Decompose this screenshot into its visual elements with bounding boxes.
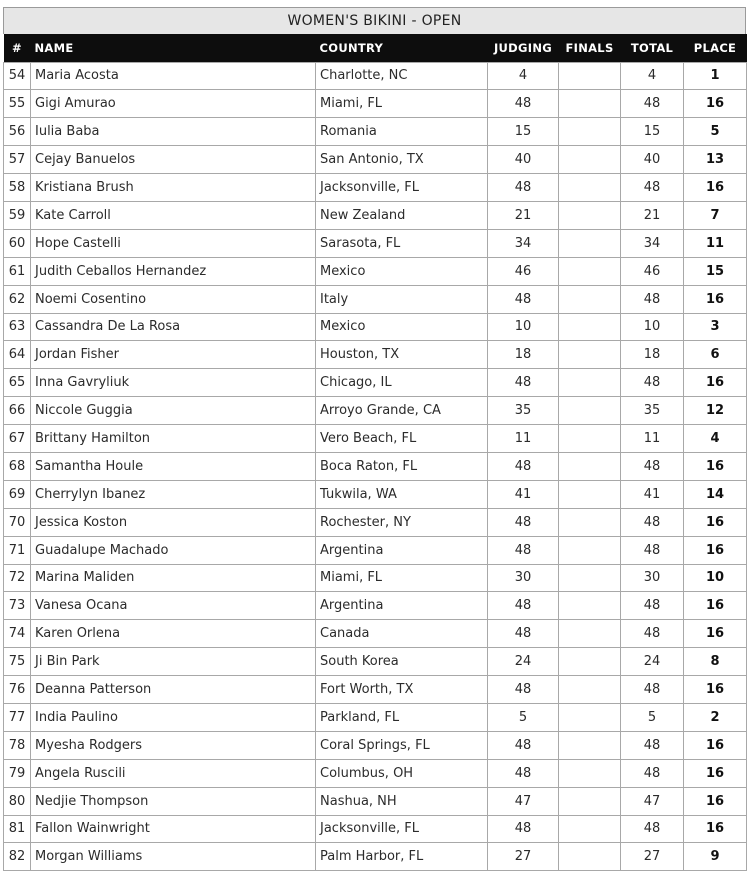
cell-place: 16 (684, 369, 747, 397)
cell-judging: 48 (488, 90, 559, 118)
table-row (4, 146, 747, 174)
cell-judging: 48 (488, 620, 559, 648)
cell-num: 69 (4, 480, 31, 508)
cell-total: 34 (621, 229, 684, 257)
cell-name: Myesha Rodgers (31, 731, 316, 759)
table-row (4, 257, 747, 285)
cell-judging: 4 (488, 62, 559, 90)
cell-name: Jessica Koston (31, 508, 316, 536)
header-name: NAME (34, 40, 74, 55)
cell-judging: 40 (488, 146, 559, 174)
cell-country: Tukwila, WA (316, 480, 488, 508)
cell-place: 16 (684, 90, 747, 118)
cell-judging: 48 (488, 731, 559, 759)
cell-name: Cejay Banuelos (31, 146, 316, 174)
cell-name: Brittany Hamilton (31, 425, 316, 453)
cell-place: 8 (684, 648, 747, 676)
cell-country: San Antonio, TX (316, 146, 488, 174)
table-row (4, 731, 747, 759)
cell-num: 77 (4, 703, 31, 731)
cell-finals (559, 313, 621, 341)
cell-judging: 10 (488, 313, 559, 341)
cell-judging: 11 (488, 425, 559, 453)
table-row (4, 285, 747, 313)
cell-total: 48 (621, 620, 684, 648)
cell-country: Miami, FL (316, 90, 488, 118)
cell-judging: 48 (488, 592, 559, 620)
cell-name: Fallon Wainwright (31, 815, 316, 843)
cell-finals (559, 397, 621, 425)
header-row (4, 34, 747, 62)
cell-place: 16 (684, 787, 747, 815)
cell-name: Maria Acosta (31, 62, 316, 90)
cell-finals (559, 676, 621, 704)
cell-country: Palm Harbor, FL (316, 843, 488, 871)
cell-finals (559, 118, 621, 146)
cell-country: New Zealand (316, 201, 488, 229)
cell-place: 6 (684, 341, 747, 369)
table-row (4, 592, 747, 620)
cell-name: Deanna Patterson (31, 676, 316, 704)
cell-judging: 46 (488, 257, 559, 285)
cell-judging: 27 (488, 843, 559, 871)
cell-finals (559, 648, 621, 676)
cell-num: 79 (4, 759, 31, 787)
cell-country: Jacksonville, FL (316, 174, 488, 202)
cell-place: 16 (684, 815, 747, 843)
cell-judging: 48 (488, 174, 559, 202)
cell-name: Morgan Williams (31, 843, 316, 871)
cell-num: 78 (4, 731, 31, 759)
cell-total: 35 (621, 397, 684, 425)
cell-country: Rochester, NY (316, 508, 488, 536)
cell-finals (559, 731, 621, 759)
cell-num: 65 (4, 369, 31, 397)
cell-total: 48 (621, 759, 684, 787)
cell-total: 41 (621, 480, 684, 508)
cell-total: 15 (621, 118, 684, 146)
cell-country: Chicago, IL (316, 369, 488, 397)
cell-total: 30 (621, 564, 684, 592)
cell-place: 16 (684, 452, 747, 480)
cell-finals (559, 229, 621, 257)
cell-judging: 21 (488, 201, 559, 229)
cell-place: 16 (684, 731, 747, 759)
cell-name: Kate Carroll (31, 201, 316, 229)
cell-place: 9 (684, 843, 747, 871)
table-row (4, 480, 747, 508)
table-row (4, 118, 747, 146)
cell-num: 73 (4, 592, 31, 620)
cell-judging: 47 (488, 787, 559, 815)
cell-country: Charlotte, NC (316, 62, 488, 90)
cell-country: South Korea (316, 648, 488, 676)
cell-finals (559, 592, 621, 620)
cell-country: Arroyo Grande, CA (316, 397, 488, 425)
cell-finals (559, 425, 621, 453)
cell-place: 7 (684, 201, 747, 229)
cell-name: Cassandra De La Rosa (31, 313, 316, 341)
cell-finals (559, 564, 621, 592)
cell-judging: 48 (488, 759, 559, 787)
cell-country: Vero Beach, FL (316, 425, 488, 453)
table-row (4, 759, 747, 787)
cell-finals (559, 759, 621, 787)
cell-country: Jacksonville, FL (316, 815, 488, 843)
cell-place: 16 (684, 508, 747, 536)
cell-country: Parkland, FL (316, 703, 488, 731)
cell-country: Romania (316, 118, 488, 146)
cell-finals (559, 620, 621, 648)
cell-judging: 48 (488, 815, 559, 843)
table-body (4, 62, 747, 871)
cell-judging: 48 (488, 676, 559, 704)
cell-total: 21 (621, 201, 684, 229)
cell-num: 58 (4, 174, 31, 202)
cell-place: 10 (684, 564, 747, 592)
table-row (4, 62, 747, 90)
cell-country: Mexico (316, 313, 488, 341)
cell-total: 48 (621, 369, 684, 397)
cell-total: 48 (621, 285, 684, 313)
cell-total: 10 (621, 313, 684, 341)
cell-num: 71 (4, 536, 31, 564)
cell-name: Cherrylyn Ibanez (31, 480, 316, 508)
cell-judging: 48 (488, 452, 559, 480)
cell-name: Karen Orlena (31, 620, 316, 648)
table-row (4, 452, 747, 480)
cell-finals (559, 201, 621, 229)
cell-total: 40 (621, 146, 684, 174)
table-row (4, 815, 747, 843)
table-row (4, 174, 747, 202)
cell-place: 16 (684, 620, 747, 648)
header-place: PLACE (693, 40, 737, 55)
cell-num: 82 (4, 843, 31, 871)
cell-num: 59 (4, 201, 31, 229)
cell-finals (559, 787, 621, 815)
cell-finals (559, 146, 621, 174)
results-table (3, 34, 747, 871)
cell-num: 68 (4, 452, 31, 480)
table-header (4, 34, 747, 62)
cell-place: 1 (684, 62, 747, 90)
cell-total: 18 (621, 341, 684, 369)
cell-name: Kristiana Brush (31, 174, 316, 202)
cell-name: Gigi Amurao (31, 90, 316, 118)
cell-name: India Paulino (31, 703, 316, 731)
cell-place: 15 (684, 257, 747, 285)
table-row (4, 201, 747, 229)
cell-country: Argentina (316, 592, 488, 620)
cell-place: 16 (684, 759, 747, 787)
cell-name: Samantha Houle (31, 452, 316, 480)
cell-place: 16 (684, 536, 747, 564)
cell-country: Miami, FL (316, 564, 488, 592)
cell-num: 54 (4, 62, 31, 90)
table-row (4, 397, 747, 425)
cell-total: 48 (621, 592, 684, 620)
cell-num: 81 (4, 815, 31, 843)
cell-country: Sarasota, FL (316, 229, 488, 257)
cell-country: Coral Springs, FL (316, 731, 488, 759)
cell-judging: 48 (488, 285, 559, 313)
cell-total: 46 (621, 257, 684, 285)
cell-judging: 34 (488, 229, 559, 257)
cell-finals (559, 341, 621, 369)
results-sheet (3, 7, 746, 871)
table-row (4, 369, 747, 397)
cell-finals (559, 480, 621, 508)
cell-finals (559, 285, 621, 313)
table-row (4, 229, 747, 257)
cell-total: 47 (621, 787, 684, 815)
table-row (4, 341, 747, 369)
header-judging: JUDGING (493, 40, 553, 55)
cell-judging: 48 (488, 508, 559, 536)
cell-name: Noemi Cosentino (31, 285, 316, 313)
cell-total: 27 (621, 843, 684, 871)
cell-finals (559, 508, 621, 536)
cell-num: 80 (4, 787, 31, 815)
cell-judging: 48 (488, 536, 559, 564)
cell-judging: 30 (488, 564, 559, 592)
cell-total: 4 (621, 62, 684, 90)
cell-name: Judith Ceballos Hernandez (31, 257, 316, 285)
cell-total: 48 (621, 815, 684, 843)
cell-total: 48 (621, 90, 684, 118)
cell-name: Nedjie Thompson (31, 787, 316, 815)
cell-name: Niccole Guggia (31, 397, 316, 425)
cell-name: Guadalupe Machado (31, 536, 316, 564)
table-row (4, 843, 747, 871)
cell-total: 48 (621, 508, 684, 536)
cell-num: 60 (4, 229, 31, 257)
cell-judging: 18 (488, 341, 559, 369)
cell-judging: 15 (488, 118, 559, 146)
cell-num: 67 (4, 425, 31, 453)
cell-num: 63 (4, 313, 31, 341)
cell-total: 5 (621, 703, 684, 731)
table-title: WOMEN'S BIKINI - OPEN (3, 7, 746, 34)
cell-finals (559, 703, 621, 731)
cell-finals (559, 90, 621, 118)
table-row (4, 313, 747, 341)
table-row (4, 536, 747, 564)
cell-total: 48 (621, 676, 684, 704)
cell-finals (559, 843, 621, 871)
cell-judging: 41 (488, 480, 559, 508)
cell-place: 5 (684, 118, 747, 146)
cell-country: Fort Worth, TX (316, 676, 488, 704)
cell-country: Mexico (316, 257, 488, 285)
cell-num: 66 (4, 397, 31, 425)
cell-total: 24 (621, 648, 684, 676)
header-num: # (12, 40, 22, 55)
cell-country: Italy (316, 285, 488, 313)
cell-country: Houston, TX (316, 341, 488, 369)
cell-name: Vanesa Ocana (31, 592, 316, 620)
table-row (4, 676, 747, 704)
cell-place: 3 (684, 313, 747, 341)
cell-total: 11 (621, 425, 684, 453)
cell-judging: 48 (488, 369, 559, 397)
cell-total: 48 (621, 174, 684, 202)
header-finals: FINALS (565, 40, 614, 55)
cell-country: Canada (316, 620, 488, 648)
table-row (4, 703, 747, 731)
cell-num: 64 (4, 341, 31, 369)
cell-total: 48 (621, 452, 684, 480)
cell-num: 75 (4, 648, 31, 676)
cell-num: 74 (4, 620, 31, 648)
cell-total: 48 (621, 536, 684, 564)
table-row (4, 90, 747, 118)
cell-finals (559, 452, 621, 480)
table-row (4, 787, 747, 815)
cell-place: 16 (684, 592, 747, 620)
cell-finals (559, 815, 621, 843)
cell-num: 76 (4, 676, 31, 704)
header-total: TOTAL (630, 40, 674, 55)
cell-num: 70 (4, 508, 31, 536)
cell-name: Hope Castelli (31, 229, 316, 257)
cell-country: Nashua, NH (316, 787, 488, 815)
cell-num: 56 (4, 118, 31, 146)
cell-place: 13 (684, 146, 747, 174)
cell-place: 16 (684, 285, 747, 313)
cell-finals (559, 369, 621, 397)
cell-judging: 5 (488, 703, 559, 731)
table-row (4, 425, 747, 453)
cell-place: 16 (684, 676, 747, 704)
cell-finals (559, 174, 621, 202)
cell-num: 72 (4, 564, 31, 592)
cell-judging: 24 (488, 648, 559, 676)
cell-name: Inna Gavryliuk (31, 369, 316, 397)
header-country: COUNTRY (319, 40, 384, 55)
cell-name: Marina Maliden (31, 564, 316, 592)
cell-num: 62 (4, 285, 31, 313)
cell-place: 2 (684, 703, 747, 731)
cell-name: Angela Ruscili (31, 759, 316, 787)
cell-finals (559, 536, 621, 564)
cell-num: 55 (4, 90, 31, 118)
cell-judging: 35 (488, 397, 559, 425)
cell-num: 57 (4, 146, 31, 174)
cell-name: Iulia Baba (31, 118, 316, 146)
cell-num: 61 (4, 257, 31, 285)
cell-place: 14 (684, 480, 747, 508)
cell-country: Columbus, OH (316, 759, 488, 787)
cell-name: Jordan Fisher (31, 341, 316, 369)
cell-finals (559, 62, 621, 90)
cell-finals (559, 257, 621, 285)
cell-total: 48 (621, 731, 684, 759)
table-row (4, 564, 747, 592)
cell-place: 16 (684, 174, 747, 202)
cell-place: 12 (684, 397, 747, 425)
cell-country: Argentina (316, 536, 488, 564)
cell-place: 4 (684, 425, 747, 453)
cell-name: Ji Bin Park (31, 648, 316, 676)
cell-place: 11 (684, 229, 747, 257)
table-row (4, 648, 747, 676)
table-row (4, 620, 747, 648)
cell-country: Boca Raton, FL (316, 452, 488, 480)
table-row (4, 508, 747, 536)
